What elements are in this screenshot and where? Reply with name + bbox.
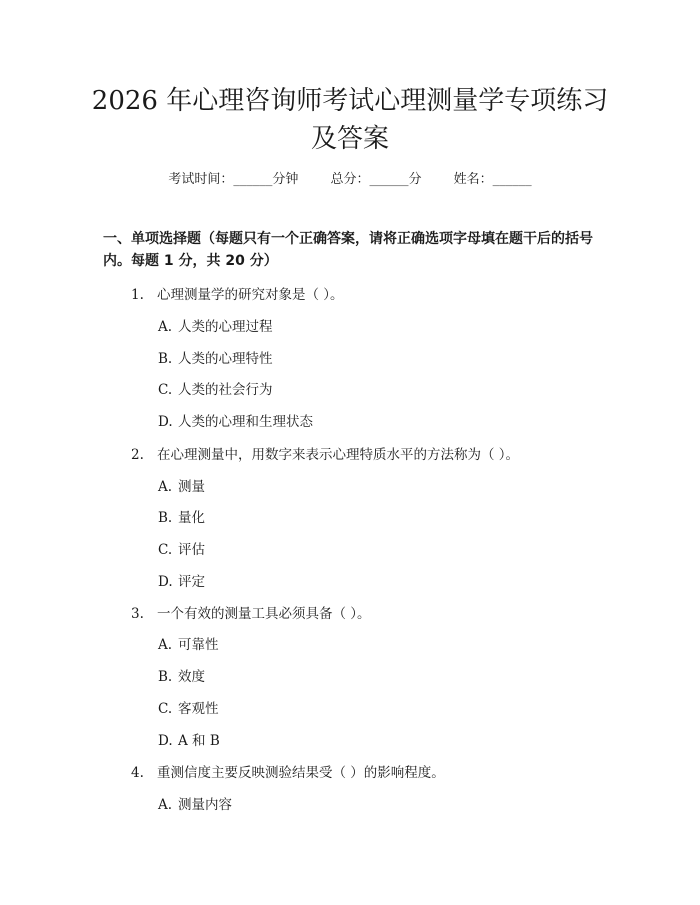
option-3a [158,633,219,653]
question-4 [131,761,445,781]
question-text: 一个有效的测量工具必须具备（ ）。 [157,606,371,622]
option-text: 人类的心理特性 [178,351,273,367]
option-1b [158,347,273,367]
question-text: 重测信度主要反映测验结果受（ ）的影响程度。 [157,765,445,781]
section-heading: 一、单项选择题（每题只有一个正确答案，请将正确选项字母填在题干后的括号内。每题 1 分，共 20 分） [103,231,593,269]
option-text: 测量内容 [178,797,232,813]
option-text: 人类的心理和生理状态 [178,414,313,430]
option-2a [158,475,205,495]
option-letter: D. [158,574,173,590]
option-letter: D. [158,733,173,749]
question-number: 2. [131,447,144,463]
total-score-label: 总分：______分 [330,172,422,187]
option-text: 客观性 [178,701,219,717]
page-title-line-2: 及答案 [310,124,389,154]
question-3 [131,602,371,622]
exam-meta [0,168,700,187]
option-3d [158,729,220,749]
option-text: 可靠性 [178,637,219,653]
option-letter: A. [158,319,173,335]
question-number: 4. [131,765,144,781]
question-2 [131,443,519,463]
option-text: 测量 [178,479,205,495]
option-letter: D. [158,414,173,430]
option-text: 评定 [178,574,205,590]
option-text: 量化 [178,510,205,526]
option-2c [158,538,205,558]
option-4a [158,793,232,813]
option-letter: B. [158,351,173,367]
option-text: 人类的社会行为 [178,382,273,398]
name-label: 姓名：______ [453,172,532,187]
option-letter: C. [158,701,173,717]
option-2b [158,506,205,526]
option-letter: A. [158,479,173,495]
option-letter: C. [158,542,173,558]
option-3b [158,665,205,685]
page-title-line-1: 2026 年心理咨询师考试心理测量学专项练习 [91,86,609,116]
option-text: A 和 B [178,733,220,749]
option-1a [158,315,273,335]
option-letter: C. [158,382,173,398]
option-letter: A. [158,637,173,653]
option-text: 评估 [178,542,205,558]
option-text: 效度 [178,669,205,685]
question-number: 3. [131,606,144,622]
option-letter: A. [158,797,173,813]
exam-time-label: 考试时间：______分钟 [168,172,299,187]
option-3c [158,697,219,717]
question-text: 心理测量学的研究对象是（ ）。 [157,287,344,303]
question-number: 1. [131,287,144,303]
option-letter: B. [158,669,173,685]
option-1d [158,410,313,430]
option-letter: B. [158,510,173,526]
question-1 [131,283,344,303]
option-1c [158,378,273,398]
option-2d [158,570,205,590]
option-text: 人类的心理过程 [178,319,273,335]
question-text: 在心理测量中，用数字来表示心理特质水平的方法称为（ ）。 [157,447,520,463]
